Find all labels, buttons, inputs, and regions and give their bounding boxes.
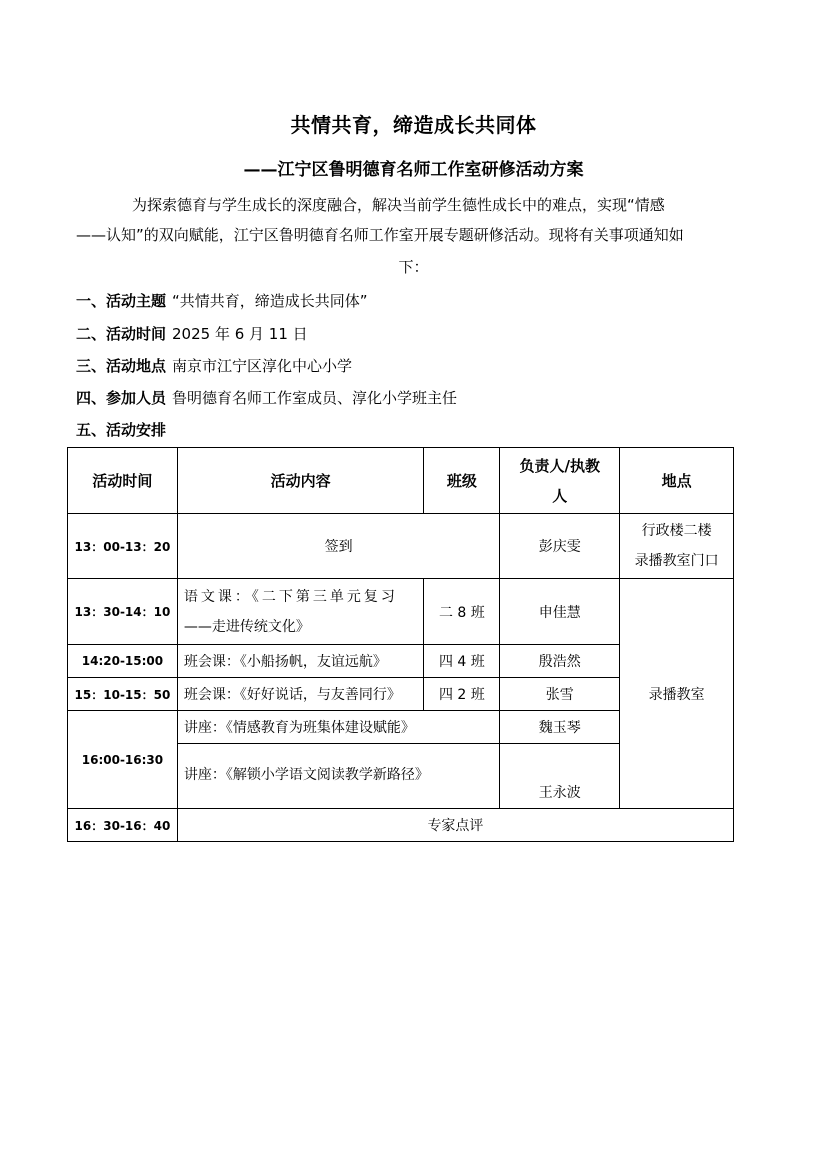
row2-person: 申佳慧 — [500, 579, 620, 645]
intro-line-2: ——认知”的双向赋能，江宁区鲁明德育名师工作室开展专题研修活动。现将有关事项通知如 — [76, 226, 684, 244]
table-header-row — [68, 448, 734, 514]
item-time — [76, 323, 308, 344]
row1-place-line-1: 行政楼二楼 — [641, 523, 712, 539]
item-theme-value: “共情共育，缔造成长共同体” — [172, 292, 368, 310]
item-time-heading: 二、活动时间 — [76, 325, 167, 343]
row2-content — [177, 579, 424, 645]
header-person-line-2: 人 — [552, 486, 568, 505]
row1-time: 13：00-13：20 — [68, 514, 178, 579]
row4-person: 张雪 — [500, 678, 620, 711]
shared-place: 录播教室 — [620, 579, 734, 809]
document-title: 共情共育，缔造成长共同体 — [290, 113, 537, 137]
header-person-line-1: 负责人/执教 — [519, 456, 600, 475]
row6-content: 讲座：《解锁小学语文阅读教学新路径》 — [177, 744, 499, 809]
item-location-value: 南京市江宁区淳化中心小学 — [172, 357, 353, 375]
schedule-table — [67, 447, 734, 842]
row4-time: 15：10-15：50 — [68, 678, 178, 711]
intro-line-3: 下： — [398, 258, 429, 276]
header-person — [500, 448, 620, 514]
table-row — [68, 579, 734, 645]
row2-time: 13：30-14：10 — [68, 579, 178, 645]
intro-paragraph — [76, 190, 756, 250]
row6-person: 王永波 — [500, 744, 620, 809]
row1-place — [620, 514, 734, 579]
item-time-value: 2025 年 6 月 11 日 — [172, 325, 308, 343]
row3-person: 殷浩然 — [500, 645, 620, 678]
item-theme-heading: 一、活动主题 — [76, 292, 167, 310]
row3-time: 14:20-15:00 — [68, 645, 178, 678]
intro-line-1: 为探索德育与学生成长的深度融合，解决当前学生德性成长中的难点，实现“情感 — [132, 196, 665, 214]
row2-content-line-1: 语文课：《二下第三单元复习 — [183, 588, 398, 605]
row2-class: 二 8 班 — [424, 579, 500, 645]
row1-person: 彭庆雯 — [500, 514, 620, 579]
table-row — [68, 809, 734, 842]
row7-content: 专家点评 — [177, 809, 733, 842]
row2-content-line-2: ——走进传统文化》 — [183, 618, 310, 635]
row3-content: 班会课：《小船扬帆，友谊远航》 — [177, 645, 424, 678]
row5-person: 魏玉琴 — [500, 711, 620, 744]
row1-place-line-2: 录播教室门口 — [634, 553, 719, 569]
item-participants — [76, 387, 457, 408]
item-participants-value: 鲁明德育名师工作室成员、淳化小学班主任 — [172, 389, 458, 407]
header-time: 活动时间 — [68, 448, 178, 514]
row3-class: 四 4 班 — [424, 645, 500, 678]
document-subtitle: ——江宁区鲁明德育名师工作室研修活动方案 — [243, 160, 584, 180]
table-row — [68, 514, 734, 579]
header-class: 班级 — [424, 448, 500, 514]
item-schedule — [76, 419, 166, 440]
item-schedule-heading: 五、活动安排 — [76, 421, 167, 439]
row7-time: 16：30-16：40 — [68, 809, 178, 842]
row4-content: 班会课：《好好说话，与友善同行》 — [177, 678, 424, 711]
row1-content: 签到 — [177, 514, 499, 579]
item-theme — [76, 290, 368, 311]
item-participants-heading: 四、参加人员 — [76, 389, 167, 407]
header-content: 活动内容 — [177, 448, 424, 514]
item-location-heading: 三、活动地点 — [76, 357, 167, 375]
item-location — [76, 355, 352, 376]
row5-time: 16:00-16:30 — [68, 711, 178, 809]
header-place: 地点 — [620, 448, 734, 514]
row4-class: 四 2 班 — [424, 678, 500, 711]
row5-content: 讲座：《情感教育为班集体建设赋能》 — [177, 711, 499, 744]
